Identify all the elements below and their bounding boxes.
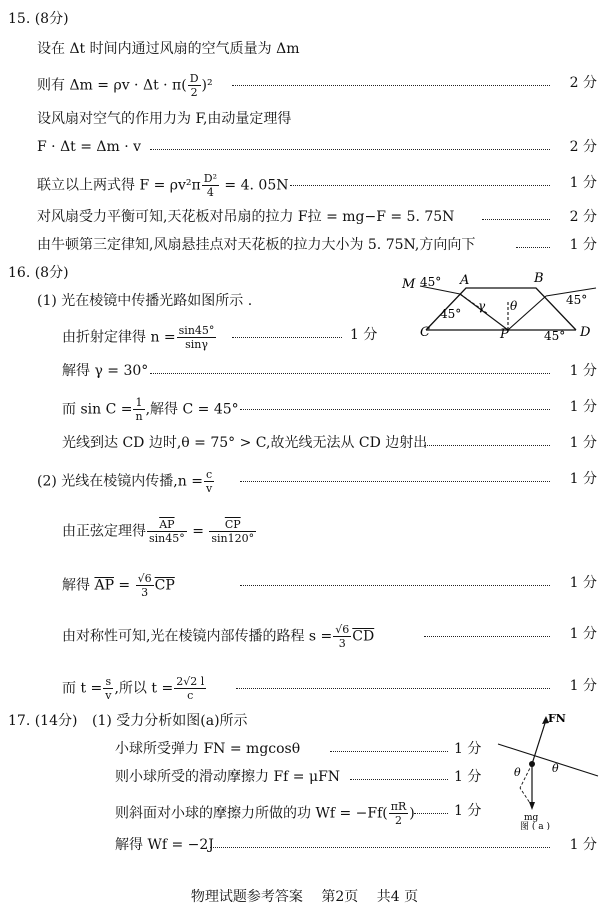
q17-line4 xyxy=(0,834,609,856)
q16-gamma: 解得 γ = 30° xyxy=(62,363,149,379)
score: 1 分 xyxy=(569,626,597,642)
q17-friction: 则小球所受的滑动摩擦力 Ff = μFN xyxy=(115,769,341,785)
score: 1 分 xyxy=(569,575,597,591)
q15-text7: 由牛顿第三定律知,风扇悬挂点对天花板的拉力大小为 5. 75N,方向向下 xyxy=(37,237,476,253)
component-dash-2 xyxy=(520,764,532,788)
q15-line3 xyxy=(0,108,609,130)
q16-part2-line xyxy=(0,468,609,495)
score: 1 分 xyxy=(569,435,597,451)
angle-45-2: 45° xyxy=(440,307,462,321)
leader-dots xyxy=(150,149,550,150)
label-theta-1: θ xyxy=(514,766,521,779)
force-diagram-a xyxy=(494,708,604,830)
leader-dots xyxy=(414,813,448,814)
q16-critical-angle: 而 sin C = $\frac{1}{n}$ ,解得 C = 45° xyxy=(62,396,239,423)
label-mg: mg xyxy=(524,813,539,823)
leader-dots xyxy=(516,247,550,248)
q15-result-f: 联立以上两式得 F = ρv²π $\frac{\text{D²}}{4}$ = 4. 05N xyxy=(37,172,289,199)
q16-line4 xyxy=(0,432,609,454)
q16-line5 xyxy=(0,518,609,545)
label-a: A xyxy=(460,273,470,288)
q17-work-result: 解得 Wf = −2J xyxy=(115,837,214,853)
leader-dots xyxy=(240,481,550,482)
q17-part1: (1) 受力分析如图(a)所示 xyxy=(92,713,248,729)
score: 1 分 xyxy=(569,678,597,694)
q15-text6: 对风扇受力平衡可知,天花板对吊扇的拉力 F拉 = mg−F = 5. 75N xyxy=(37,209,455,225)
incline-line xyxy=(498,744,598,776)
leader-dots xyxy=(424,636,550,637)
q15-momentum: F · Δt = Δm · v xyxy=(37,139,142,155)
leader-dots xyxy=(240,409,550,410)
angle-45-4: 45° xyxy=(566,293,588,307)
label-p: P xyxy=(500,327,509,342)
leader-dots xyxy=(150,373,550,374)
footer-title: 物理试题参考答案 xyxy=(190,889,303,905)
q15-line4 xyxy=(0,136,609,158)
label-d: D xyxy=(580,325,591,340)
q16-header: 16. (8分) xyxy=(8,265,69,281)
q16-line2 xyxy=(0,360,609,382)
angle-theta: θ xyxy=(510,299,518,313)
leader-dots xyxy=(210,847,550,848)
q15-line1 xyxy=(0,38,609,60)
score: 1 分 xyxy=(569,399,597,415)
q16-line6 xyxy=(0,572,609,599)
q17-work: 则斜面对小球的摩擦力所做的功 Wf = −Ff( $\frac{\pi R}{2}$ ) xyxy=(115,800,415,827)
q16-line3 xyxy=(0,396,609,423)
angle-gamma: γ xyxy=(478,299,486,313)
q16-sine-law: 由正弦定理得 $\frac{\overline{AP}}{\sin 45^\circ}$ = $\frac{\overline{CP}}{\sin 120^\circ}$ xyxy=(62,518,255,545)
page-footer xyxy=(0,886,609,908)
q16-part1: (1) 光在棱镜中传播光路如图所示 . xyxy=(37,293,253,309)
q16-refraction: 由折射定律得 n = $\frac{\sin 45^\circ}{\sin\gamma}$ xyxy=(62,324,215,351)
score: 1 分 xyxy=(569,363,597,379)
score: 2 分 xyxy=(569,209,597,225)
footer-total: 共4 页 xyxy=(376,889,419,905)
leader-dots xyxy=(232,337,342,338)
q15-formula-dm: 则有 Δm = ρv · Δt · π( $\frac{D}{2}$ )² xyxy=(37,72,213,99)
q16-ap-result: 解得 $\overline{AP}$ = $\frac{√6}{3}$ $\overline{CP}$ xyxy=(62,572,175,599)
label-b: B xyxy=(534,271,544,286)
angle-45-3: 45° xyxy=(544,329,566,343)
q15-text3: 设风扇对空气的作用力为 F,由动量定理得 xyxy=(37,111,292,127)
q15-line7 xyxy=(0,234,609,256)
label-m: M xyxy=(402,277,416,292)
label-fn: FN xyxy=(548,712,566,725)
score: 1 分 xyxy=(454,769,482,785)
score: 1 分 xyxy=(454,803,482,819)
score: 1 分 xyxy=(569,471,597,487)
q16-path-length: 由对称性可知,光在棱镜内部传播的路程 s = $\frac{√6}{3}$ $\overline{CD}$ xyxy=(62,623,375,650)
score: 2 分 xyxy=(569,75,597,91)
leader-dots xyxy=(482,219,550,220)
q15-header-line xyxy=(0,8,609,30)
q16-line8 xyxy=(0,675,609,702)
q17-normal-force: 小球所受弹力 FN = mgcosθ xyxy=(115,741,301,757)
q15-header: 15. (8分) xyxy=(8,11,69,27)
score: 1 分 xyxy=(569,175,597,191)
label-c: C xyxy=(420,325,430,340)
q15-line5 xyxy=(0,172,609,199)
leader-dots xyxy=(424,445,550,446)
leader-dots xyxy=(290,185,550,186)
score: 1 分 xyxy=(350,327,378,343)
q15-line2 xyxy=(0,72,609,99)
score: 1 分 xyxy=(454,741,482,757)
q16-time: 而 t = $\frac{s}{v}$ ,所以 t = $\frac{2√2 l}{c}$ xyxy=(62,675,205,702)
leader-dots xyxy=(236,688,550,689)
leader-dots xyxy=(240,585,550,586)
label-theta-2: θ xyxy=(552,762,559,775)
q15-text1: 设在 Δt 时间内通过风扇的空气质量为 Δm xyxy=(37,41,300,57)
leader-dots xyxy=(232,85,550,86)
q15-line6 xyxy=(0,206,609,228)
prism-figure xyxy=(400,266,600,346)
q16-total-reflection: 光线到达 CD 边时,θ = 75° > C,故光线无法从 CD 边射出 xyxy=(62,435,428,451)
score: 2 分 xyxy=(569,139,597,155)
footer-page: 第2页 xyxy=(321,889,359,905)
figure-caption: 图 ( a ) xyxy=(520,822,550,830)
q16-part2: (2) 光线在棱镜内传播,n = $\frac{c}{v}$ xyxy=(37,468,213,495)
score: 1 分 xyxy=(569,237,597,253)
leader-dots xyxy=(350,779,448,780)
score: 1 分 xyxy=(569,837,597,853)
q16-line7 xyxy=(0,623,609,650)
angle-45-1: 45° xyxy=(420,275,442,289)
leader-dots xyxy=(330,751,448,752)
q17-header: 17. (14分) xyxy=(8,713,78,729)
